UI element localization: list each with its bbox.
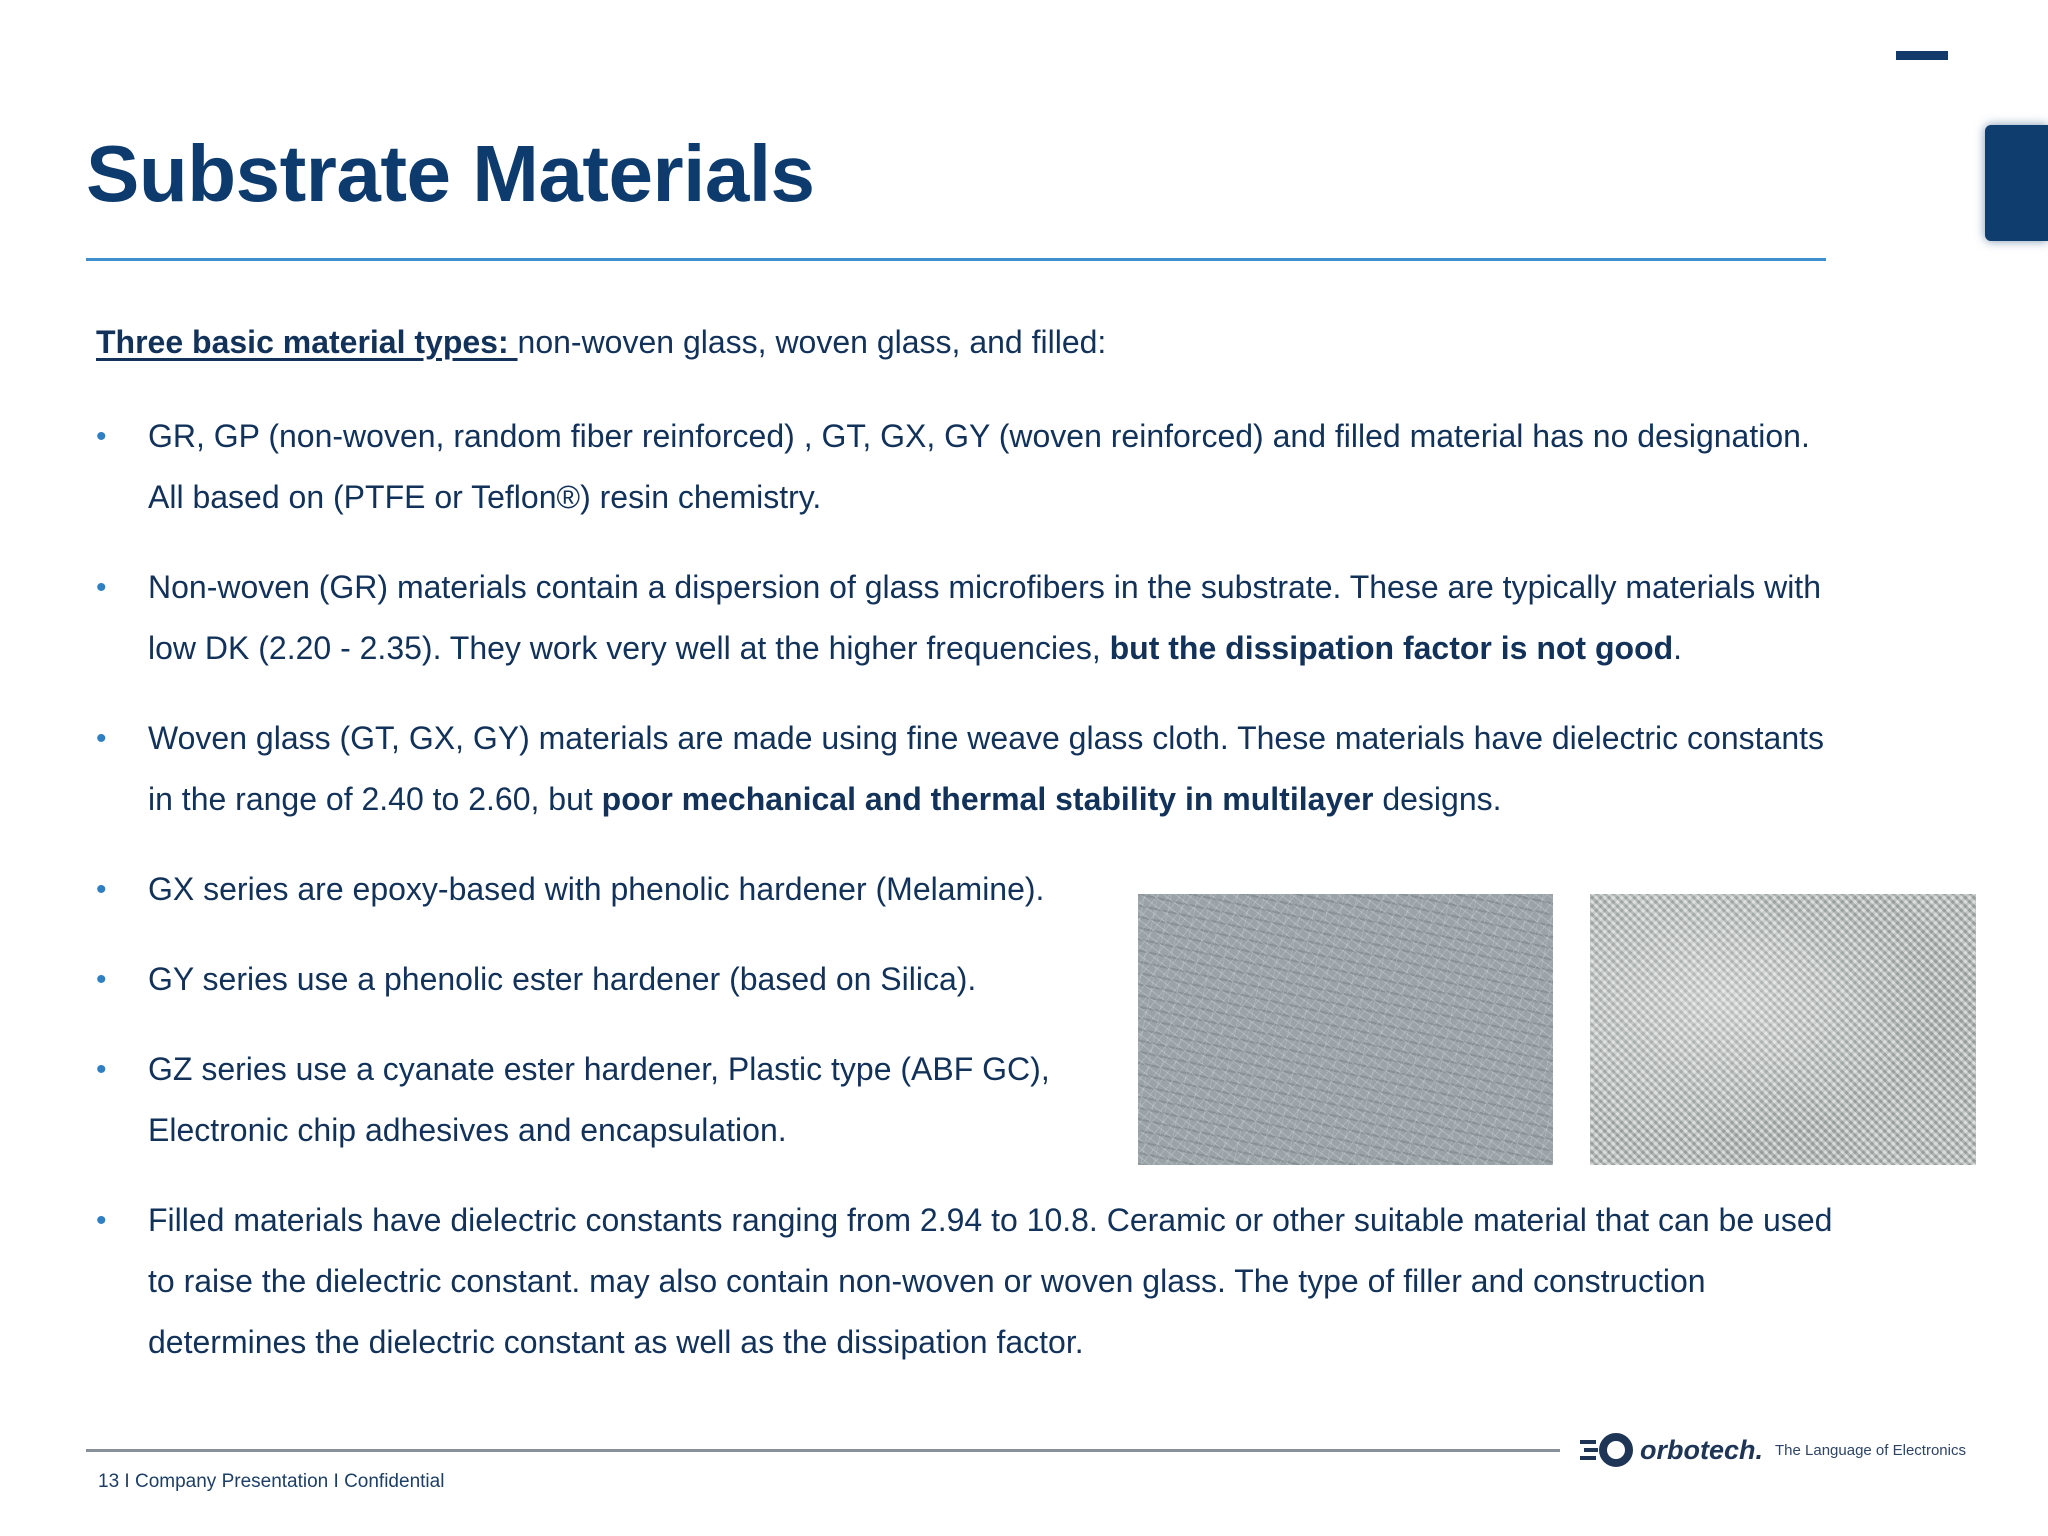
bullet-text: in the range of 2.40 to 2.60, but [148, 781, 602, 817]
bullet-filled-materials [96, 1190, 1966, 1373]
slide-title: Substrate Materials [86, 129, 815, 218]
bullet-text: . [1673, 630, 1683, 666]
bullet-text: Filled materials have dielectric constants ranging from 2.94 to 10.8. Ceramic or other suitable material that can be used [148, 1202, 1833, 1238]
woven-glass-photo [1590, 894, 1976, 1165]
footer-text: 13 I Company Presentation I Confidential [98, 1471, 445, 1492]
top-accent-bar [1896, 51, 1948, 60]
bullet-emphasis: but the dissipation factor is not good [1109, 630, 1674, 666]
non-woven-glass-photo [1138, 894, 1553, 1165]
bullet-text: determines the dielectric constant as well as the dissipation factor. [148, 1324, 1084, 1360]
logo-wordmark: orbotech. [1640, 1434, 1764, 1465]
bullet-woven-glass [96, 708, 1966, 830]
intro-lead: Three basic material types: [96, 324, 518, 360]
side-tab-marker [1985, 125, 2048, 241]
bullet-text: GR, GP (non-woven, random fiber reinforced) , GT, GX, GY (woven reinforced) and filled material has no designation. [148, 418, 1810, 454]
bullet-text: GX series are epoxy-based with phenolic hardener (Melamine). [148, 871, 1045, 907]
logo-tagline: The Language of Electronics [1775, 1441, 1966, 1459]
bullet-non-woven [96, 557, 1966, 679]
bullet-text: low DK (2.20 - 2.35). They work very well at the higher frequencies, [148, 630, 1110, 666]
bullet-text: Electronic chip adhesives and encapsulation. [148, 1112, 787, 1148]
bullet-emphasis: poor mechanical and thermal stability in multilayer [601, 781, 1374, 817]
orbotech-logo-icon [1580, 1430, 1634, 1470]
bullet-text: All based on (PTFE or Teflon®) resin chemistry. [148, 479, 822, 515]
footer-divider [86, 1449, 1560, 1452]
bullet-text: Non-woven (GR) materials contain a dispersion of glass microfibers in the substrate. These are typically materials with [148, 569, 1821, 605]
bullet-text: to raise the dielectric constant. may also contain non-woven or woven glass. The type of filler and construction [148, 1263, 1706, 1299]
intro-line [96, 324, 1106, 361]
orbotech-logo [1580, 1428, 1966, 1472]
bullet-designations [96, 406, 1966, 528]
bullet-text: GY series use a phenolic ester hardener (based on Silica). [148, 961, 977, 997]
bullet-text: GZ series use a cyanate ester hardener, Plastic type (ABF GC), [148, 1051, 1050, 1087]
bullet-text: designs. [1373, 781, 1502, 817]
intro-text: non-woven glass, woven glass, and filled: [517, 324, 1107, 360]
title-divider [86, 258, 1826, 261]
bullet-text: Woven glass (GT, GX, GY) materials are made using fine weave glass cloth. These materials have dielectric constants [148, 720, 1824, 756]
